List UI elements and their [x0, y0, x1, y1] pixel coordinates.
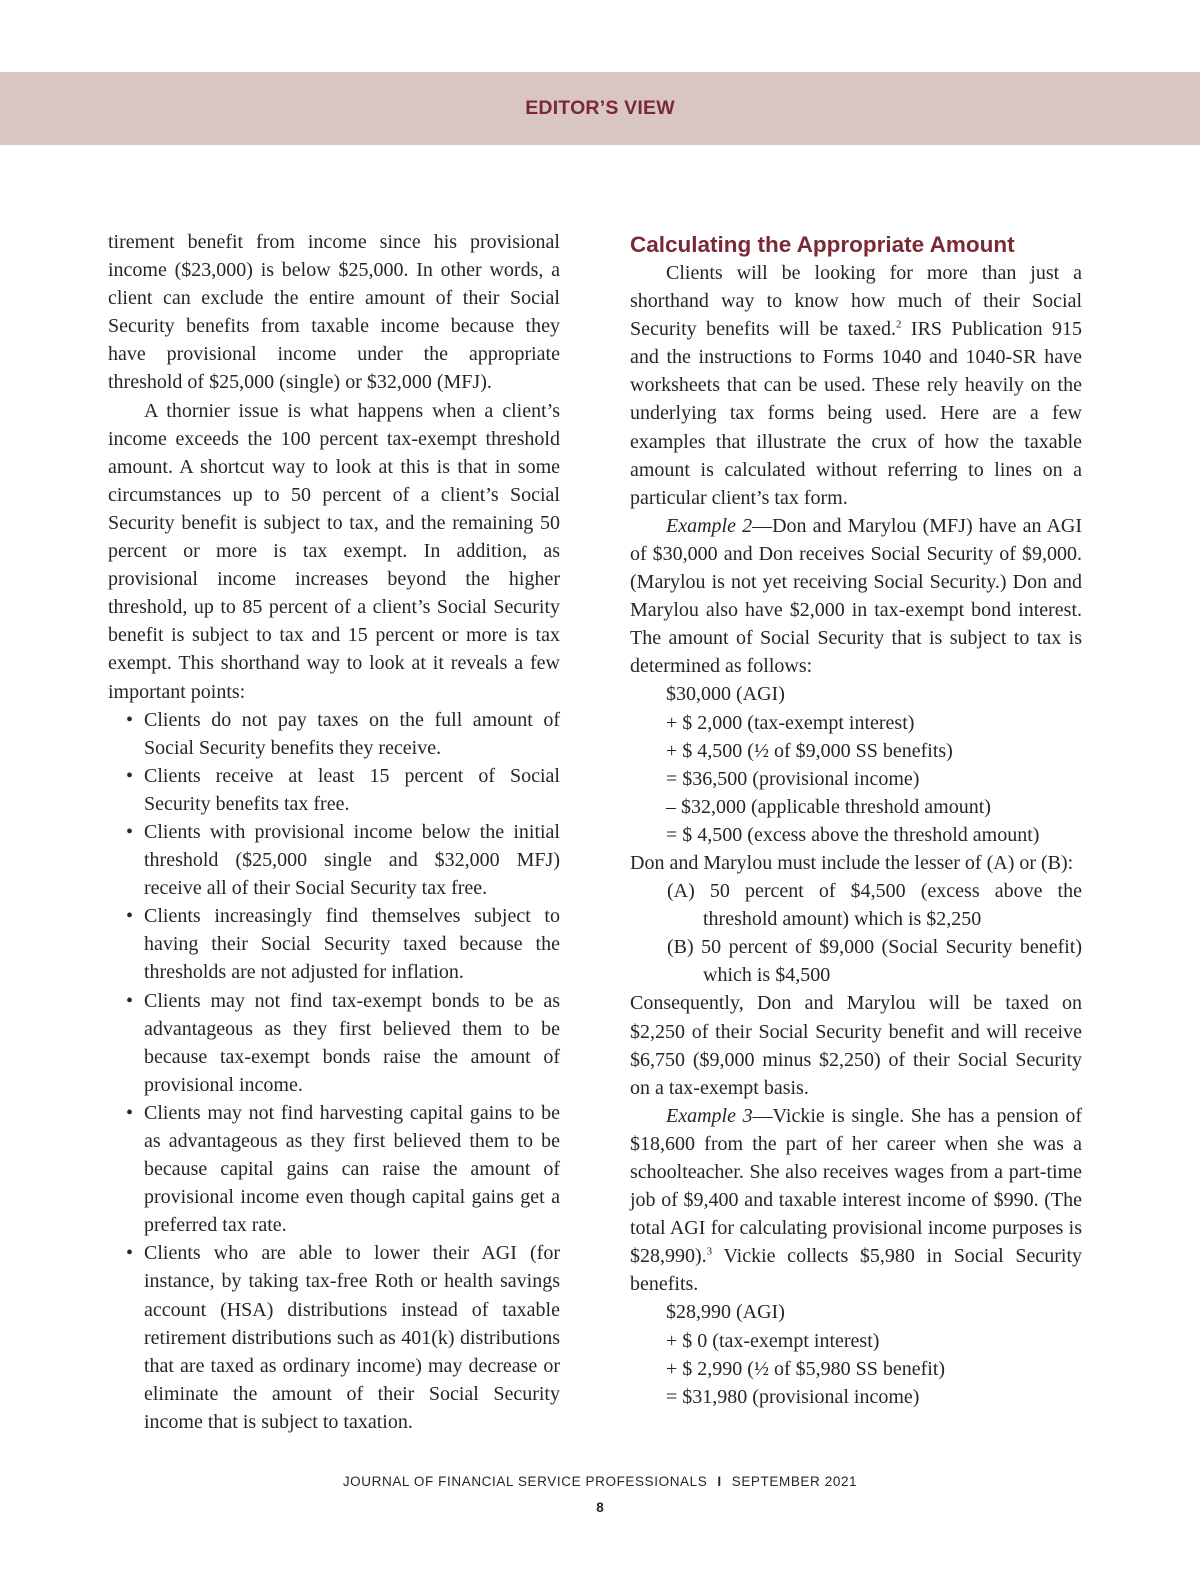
calc-line: $28,990 (AGI) — [666, 1301, 785, 1324]
example-text: Vickie collects $5,980 in Social Security benefits. — [630, 1245, 1082, 1296]
example-label: Example 3 — [666, 1104, 753, 1127]
lesser-intro: Don and Marylou must include the lesser of (A) or (B): — [630, 851, 1074, 874]
option-a: (A) 50 percent of $4,500 (excess above the threshold amount) which is $2,250 — [667, 880, 1082, 931]
right-column — [630, 228, 1082, 1411]
header-band — [0, 72, 1200, 145]
example-2-conclusion: Consequently, Don and Marylou will be taxed on $2,250 of their Social Security benefit and will receive $6,750 ($9,000 minus $2,250) of their Social Security on a tax-exempt basis. — [630, 992, 1082, 1099]
intro-text: IRS Publication 915 and the instructions to Forms 1040 and 1040-SR have worksheets that can be used. These rely heavily on the underlying tax forms being used. Here are a few examples that illustrate the crux of how the taxable amount is calculated without referring to lines on a particular client’s tax form. — [630, 318, 1082, 509]
calc-line: – $32,000 (applicable threshold amount) — [666, 795, 991, 818]
section-heading: Calculating the Appropriate Amount — [630, 232, 1015, 257]
calc-line: $30,000 (AGI) — [666, 683, 785, 706]
bullet-list — [108, 706, 560, 1436]
body-paragraph: A thornier issue is what happens when a client’s income exceeds the 100 percent tax-exempt threshold amount. A shortcut way to look at this is that in some circumstances up to 50 percent of a client’s Social Security benefit is subject to tax, and the remaining 50 percent or more is tax exempt. In addition, as provisional income increases beyond the higher threshold, up to 85 percent of a client’s Social Security benefit is subject to tax and 15 percent or more is tax exempt. This shorthand way to look at it reveals a few important points: — [108, 399, 560, 703]
calc-line: + $ 2,000 (tax-exempt interest) — [666, 711, 915, 734]
example-2-paragraph — [630, 512, 1082, 681]
example-2-calculation — [630, 680, 1082, 849]
footnote-ref: 3 — [706, 1245, 713, 1258]
bullet-item: • Clients may not find tax-exempt bonds to be as advantageous as they first believed them to be because tax-exempt bonds raise the amount of provisional income. — [108, 987, 560, 1099]
calc-line: = $ 4,500 (excess above the threshold amount) — [666, 823, 1040, 846]
bullet-item: • Clients do not pay taxes on the full amount of Social Security benefits they receive. — [108, 706, 560, 762]
page-number: 8 — [596, 1500, 604, 1515]
bullet-item: • Clients with provisional income below the initial threshold ($25,000 single and $32,000 MFJ) receive all of their Social Security tax free. — [108, 818, 560, 902]
calc-line: = $31,980 (provisional income) — [666, 1385, 920, 1408]
calc-line: + $ 4,500 (½ of $9,000 SS benefits) — [666, 739, 953, 762]
footer-journal-line — [0, 1474, 1200, 1489]
example-3-paragraph — [630, 1102, 1082, 1299]
section-header-title: EDITOR’S VIEW — [525, 97, 675, 119]
continuation-paragraph: tirement benefit from income since his provisional income ($23,000) is below $25,000. In other words, a client can exclude the entire amount of their Social Security benefits from taxable income because they have provisional income under the appropriate threshold of $25,000 (single) or $32,000 (MFJ). — [108, 231, 560, 394]
option-b: (B) 50 percent of $9,000 (Social Security benefit) which is $4,500 — [667, 936, 1082, 987]
footer-separator: I — [717, 1474, 722, 1489]
journal-name: JOURNAL OF FINANCIAL SERVICE PROFESSIONALS — [342, 1474, 708, 1489]
calc-line: + $ 0 (tax-exempt interest) — [666, 1329, 880, 1352]
intro-text: Clients will be looking for more than just a shorthand way to know how much of their Social Security benefits will be taxed. — [630, 262, 1082, 341]
intro-paragraph — [630, 259, 1082, 512]
left-column — [108, 228, 560, 1436]
calc-line: = $36,500 (provisional income) — [666, 767, 920, 790]
example-3-calculation — [630, 1298, 1082, 1410]
bullet-item: • Clients who are able to lower their AGI (for instance, by taking tax-free Roth or health savings account (HSA) distributions instead of taxable retirement distributions such as 401(k) distributions that are taxed as ordinary income) may decrease or eliminate the amount of their Social Security income that is subject to taxation. — [108, 1239, 560, 1436]
bullet-item: • Clients receive at least 15 percent of Social Security benefits tax free. — [108, 762, 560, 818]
example-text: —Don and Marylou (MFJ) have an AGI of $30,000 and Don receives Social Security of $9,000. (Marylou is not yet receiving Social Security.) Don and Marylou also have $2,000 in tax-exempt bond interest. The amount of Social Security that is subject to tax is determined as follows: — [630, 514, 1082, 678]
issue-date: SEPTEMBER 2021 — [731, 1474, 858, 1489]
bullet-item: • Clients may not find harvesting capital gains to be as advantageous as they first believed them to be because capital gains can raise the amount of provisional income even though capital gains get a preferred tax rate. — [108, 1099, 560, 1239]
example-label: Example 2 — [666, 514, 753, 537]
bullet-item: • Clients increasingly find themselves subject to having their Social Security taxed because the thresholds are not adjusted for inflation. — [108, 902, 560, 986]
footnote-ref: 2 — [895, 318, 902, 331]
calc-line: + $ 2,990 (½ of $5,980 SS benefit) — [666, 1357, 946, 1380]
example-text: —Vickie is single. She has a pension of $18,600 from the part of her career when she was a schoolteacher. She also receives wages from a part-time job of $9,400 and taxable interest income of $990. (The total AGI for calculating provisional income purposes is $28,990). — [630, 1104, 1082, 1268]
